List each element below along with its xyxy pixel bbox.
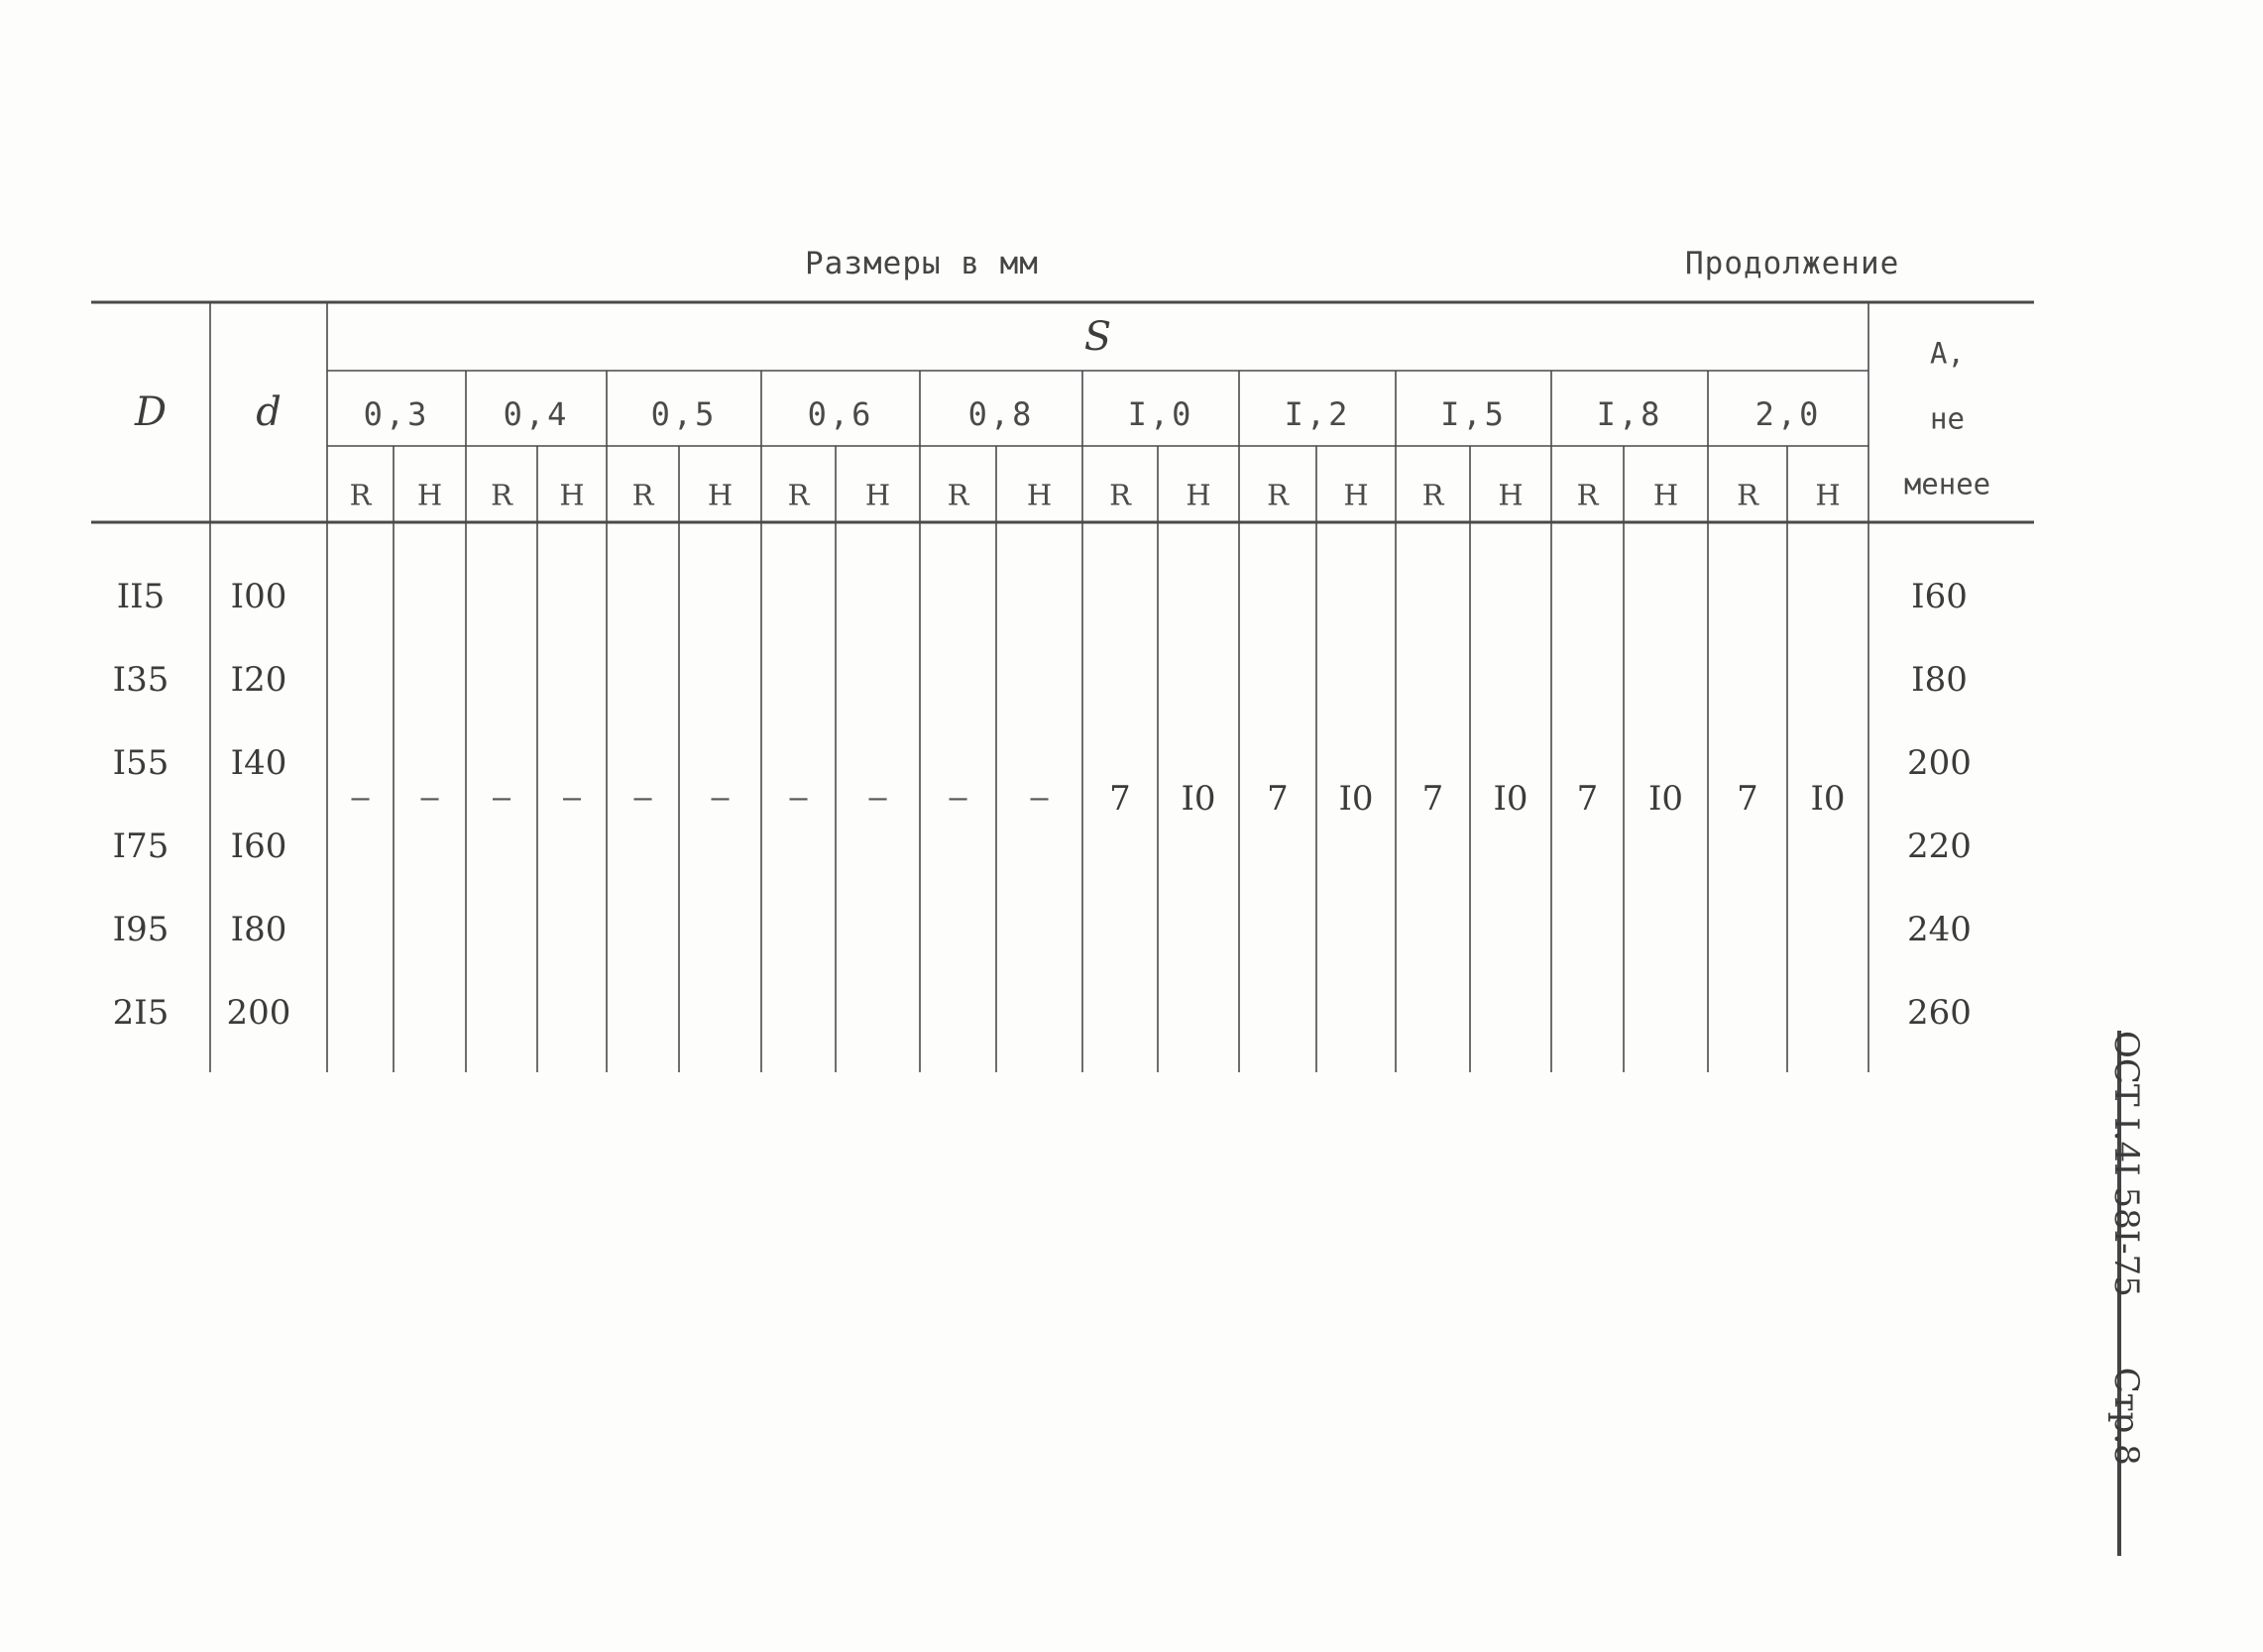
cell-H-value: I0	[1493, 779, 1528, 819]
sub-header-H: H	[707, 478, 734, 512]
sub-header-R: R	[1737, 478, 1758, 512]
sub-header-H: H	[416, 478, 443, 512]
sub-header-H: H	[1652, 478, 1679, 512]
sub-header-H: H	[1815, 478, 1841, 512]
sub-header-R: R	[631, 478, 654, 512]
cell-d: I40	[230, 743, 287, 783]
group-header: 0,3	[363, 395, 430, 433]
sub-header-H: H	[1498, 478, 1524, 512]
units-caption: Размеры в мм	[805, 246, 1039, 281]
cell-H-value: I0	[1338, 779, 1374, 819]
cell-R-value: 7	[1421, 779, 1444, 819]
document-stamp	[2093, 1031, 2163, 1546]
cell-D: I55	[112, 743, 170, 783]
cell-R-value: –	[789, 781, 808, 816]
cell-R-value: 7	[1737, 779, 1758, 819]
sub-header-R: R	[1109, 478, 1131, 512]
group-header: 0,4	[503, 395, 570, 433]
cell-R-value: –	[351, 781, 370, 816]
cell-A: 200	[1907, 743, 1972, 783]
group-header: I,2	[1284, 395, 1351, 433]
sub-header-H: H	[864, 478, 891, 512]
cell-H-value: I0	[1810, 779, 1846, 819]
sub-header-H: H	[559, 478, 585, 512]
standard-code: ОСТ I.4I 58I-75	[2106, 1031, 2146, 1297]
cell-D: I35	[112, 660, 170, 700]
header-S: S	[1083, 314, 1112, 360]
continuation-caption: Продолжение	[1685, 246, 1900, 281]
cell-H-value: –	[420, 781, 439, 816]
cell-R-value: –	[949, 781, 967, 816]
sub-header-R: R	[1576, 478, 1599, 512]
cell-A: I60	[1911, 577, 1968, 616]
cell-R-value: 7	[1109, 779, 1131, 819]
cell-H-value: –	[711, 781, 730, 816]
header-A-line: А,	[1930, 336, 1965, 371]
group-header: 2,0	[1754, 395, 1822, 433]
header-A-line: менее	[1903, 467, 1991, 501]
cell-D: I75	[112, 826, 170, 866]
group-header: I,0	[1127, 395, 1194, 433]
cell-d: I00	[230, 577, 287, 616]
cell-R-value: –	[492, 781, 511, 816]
header-A-line: не	[1930, 401, 1965, 436]
sub-header-R: R	[947, 478, 969, 512]
cell-d: I60	[230, 826, 287, 866]
cell-D: 2I5	[112, 993, 170, 1033]
cell-d: 200	[226, 993, 291, 1033]
cell-H-value: –	[562, 781, 582, 816]
group-header: 0,8	[967, 395, 1035, 433]
sub-header-H: H	[1026, 478, 1053, 512]
group-header: I,5	[1440, 395, 1507, 433]
cell-H-value: –	[868, 781, 887, 816]
cell-A: 220	[1907, 826, 1972, 866]
group-header: 0,5	[650, 395, 718, 433]
sub-header-R: R	[491, 478, 512, 512]
cell-R-value: 7	[1267, 779, 1289, 819]
cell-H-value: I0	[1181, 779, 1216, 819]
sub-header-R: R	[349, 478, 372, 512]
cell-R-value: –	[633, 781, 652, 816]
cell-H-value: I0	[1647, 779, 1684, 819]
group-header: 0,6	[807, 395, 874, 433]
header-d: d	[256, 389, 282, 435]
cell-D: I95	[112, 910, 170, 949]
cell-d: I80	[230, 910, 287, 949]
sub-header-R: R	[1421, 478, 1444, 512]
sub-header-R: R	[787, 478, 810, 512]
sub-header-H: H	[1343, 478, 1369, 512]
cell-A: 240	[1907, 910, 1972, 949]
cell-d: I20	[230, 660, 287, 700]
header-D: D	[134, 389, 168, 435]
cell-R-value: 7	[1576, 779, 1599, 819]
cell-H-value: –	[1030, 781, 1049, 816]
cell-D: II5	[116, 577, 166, 616]
group-header: I,8	[1596, 395, 1663, 433]
sub-header-R: R	[1267, 478, 1289, 512]
page-number: Стр.8	[2106, 1367, 2146, 1466]
cell-A: 260	[1907, 993, 1972, 1033]
cell-A: I80	[1911, 660, 1968, 700]
sub-header-H: H	[1186, 478, 1211, 512]
